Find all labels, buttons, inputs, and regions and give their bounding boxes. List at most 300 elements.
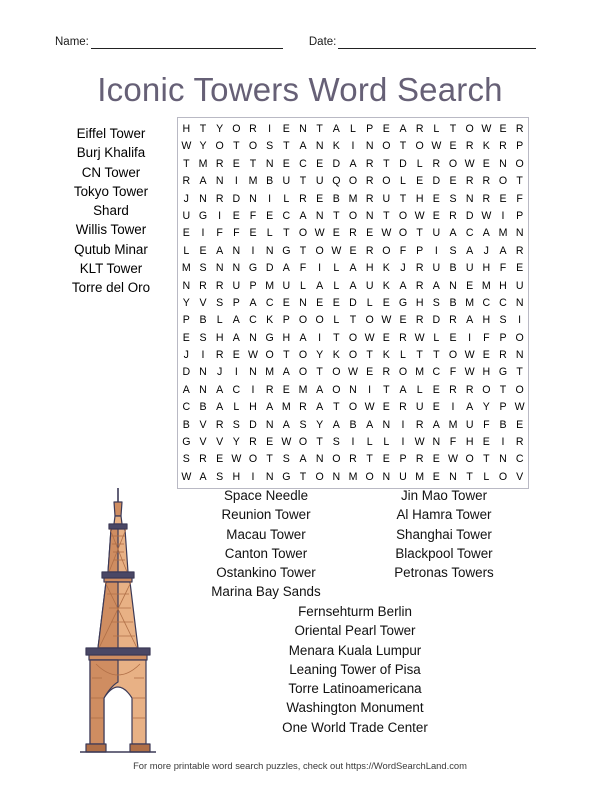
grid-cell[interactable]: L [183,244,190,257]
grid-cell[interactable]: V [516,470,524,483]
grid-cell[interactable]: R [365,157,374,170]
grid-cell[interactable]: C [299,157,307,170]
grid-cell[interactable]: A [399,279,407,292]
grid-cell[interactable]: T [399,140,407,153]
grid-cell[interactable]: R [482,175,491,188]
grid-cell[interactable]: F [449,436,457,449]
grid-cell[interactable]: E [282,157,290,170]
grid-cell[interactable]: O [498,470,508,483]
grid-cell[interactable]: O [298,349,308,362]
grid-cell[interactable]: L [366,296,373,309]
grid-cell[interactable]: A [299,331,307,344]
grid-cell[interactable]: N [432,436,441,449]
grid-cell[interactable]: T [233,140,240,153]
grid-cell[interactable]: P [182,314,190,327]
grid-cell[interactable]: H [482,366,491,379]
grid-cell[interactable]: H [482,262,491,275]
grid-cell[interactable]: F [499,262,507,275]
grid-cell[interactable]: A [182,383,190,396]
grid-cell[interactable]: A [266,401,274,414]
grid-cell[interactable]: A [199,470,207,483]
grid-cell[interactable]: O [298,436,308,449]
grid-cell[interactable]: W [464,349,475,362]
grid-cell[interactable]: T [299,175,307,188]
grid-cell[interactable]: A [282,366,290,379]
grid-cell[interactable]: A [399,123,407,135]
grid-cell[interactable]: G [248,262,258,275]
grid-cell[interactable]: W [231,453,242,466]
grid-cell[interactable]: A [316,401,324,414]
grid-cell[interactable]: J [183,349,189,362]
grid-cell[interactable]: S [299,418,307,431]
grid-cell[interactable]: A [299,209,307,222]
grid-cell[interactable]: N [499,453,507,466]
grid-cell[interactable]: Y [482,401,490,414]
grid-cell[interactable]: F [483,331,490,344]
grid-cell[interactable]: P [249,279,257,292]
grid-cell[interactable]: A [466,401,474,414]
grid-cell[interactable]: J [183,192,189,205]
grid-cell[interactable]: R [415,279,424,292]
grid-cell[interactable]: T [333,331,340,344]
grid-cell[interactable]: O [298,366,308,379]
grid-cell[interactable]: V [199,296,207,309]
grid-cell[interactable]: O [332,383,341,396]
grid-cell[interactable]: W [414,436,425,449]
grid-cell[interactable]: N [499,157,507,170]
grid-cell[interactable]: R [515,123,524,135]
grid-cell[interactable]: E [382,331,390,344]
grid-cell[interactable]: K [266,314,274,327]
grid-cell[interactable]: J [483,244,489,257]
grid-cell[interactable]: N [449,470,457,483]
grid-cell[interactable]: U [282,279,291,292]
grid-cell[interactable]: O [348,349,358,362]
grid-cell[interactable]: I [501,436,505,449]
grid-cell[interactable]: R [199,453,207,466]
grid-cell[interactable]: A [449,227,457,240]
grid-cell[interactable]: L [283,192,290,205]
grid-cell[interactable]: A [432,418,440,431]
grid-cell[interactable]: L [350,123,356,135]
grid-cell[interactable]: C [515,453,524,466]
grid-cell[interactable]: O [465,123,474,135]
grid-cell[interactable]: S [232,418,240,431]
grid-cell[interactable]: M [465,296,475,309]
grid-cell[interactable]: U [432,262,441,275]
grid-cell[interactable]: E [199,244,207,257]
grid-cell[interactable]: R [415,262,424,275]
grid-cell[interactable]: N [232,244,241,257]
grid-cell[interactable]: R [415,123,424,135]
grid-cell[interactable]: R [449,209,457,222]
grid-cell[interactable]: N [182,279,191,292]
grid-cell[interactable]: E [516,418,524,431]
grid-cell[interactable]: E [449,175,457,188]
grid-cell[interactable]: N [515,296,524,309]
grid-cell[interactable]: C [182,401,191,414]
grid-cell[interactable]: N [215,175,224,188]
grid-cell[interactable]: E [316,296,324,309]
grid-cell[interactable]: L [416,383,423,396]
grid-cell[interactable]: S [216,470,224,483]
grid-cell[interactable]: E [482,157,490,170]
grid-cell[interactable]: B [182,418,190,431]
grid-cell[interactable]: L [483,470,490,483]
grid-cell[interactable]: R [199,279,207,292]
grid-cell[interactable]: E [499,192,507,205]
grid-cell[interactable]: T [316,123,323,135]
grid-cell[interactable]: E [316,157,324,170]
grid-cell[interactable]: W [347,366,358,379]
grid-cell[interactable]: A [216,244,224,257]
grid-cell[interactable]: E [332,296,340,309]
grid-cell[interactable]: Y [316,349,324,362]
grid-cell[interactable]: G [282,244,291,257]
grid-cell[interactable]: H [282,331,291,344]
grid-cell[interactable]: T [283,227,290,240]
grid-cell[interactable]: O [298,314,308,327]
grid-cell[interactable]: K [382,349,390,362]
grid-cell[interactable]: E [349,244,357,257]
grid-cell[interactable]: W [381,314,392,327]
grid-cell[interactable]: I [251,244,255,257]
grid-cell[interactable]: O [398,366,408,379]
grid-cell[interactable]: E [382,401,390,414]
grid-cell[interactable]: O [248,453,258,466]
grid-cell[interactable]: W [331,244,342,257]
grid-cell[interactable]: E [182,227,190,240]
grid-cell[interactable]: J [217,366,223,379]
grid-cell[interactable]: P [516,140,524,153]
grid-cell[interactable]: Y [199,140,207,153]
grid-cell[interactable]: I [201,227,205,240]
grid-cell[interactable]: P [366,123,374,135]
grid-cell[interactable]: A [432,279,440,292]
grid-cell[interactable]: T [399,192,407,205]
grid-cell[interactable]: N [299,123,307,135]
grid-cell[interactable]: I [351,140,355,153]
grid-cell[interactable]: T [316,436,323,449]
grid-cell[interactable]: C [465,227,474,240]
grid-cell[interactable]: I [268,192,272,205]
grid-cell[interactable]: E [432,192,440,205]
grid-cell[interactable]: C [232,383,241,396]
grid-cell[interactable]: W [514,401,525,414]
grid-cell[interactable]: M [198,157,208,170]
grid-cell[interactable]: E [432,470,440,483]
grid-cell[interactable]: C [249,314,257,327]
grid-cell[interactable]: T [366,349,373,362]
grid-cell[interactable]: L [383,436,390,449]
grid-cell[interactable]: B [499,418,507,431]
grid-cell[interactable]: C [282,209,291,222]
grid-cell[interactable]: E [249,227,257,240]
grid-cell[interactable]: H [182,123,191,135]
grid-cell[interactable]: R [215,279,224,292]
grid-cell[interactable]: F [216,227,223,240]
grid-cell[interactable]: T [299,244,307,257]
grid-cell[interactable]: R [365,244,374,257]
grid-cell[interactable]: D [232,192,241,205]
grid-cell[interactable]: Y [216,123,224,135]
grid-cell[interactable]: I [201,349,205,362]
date-field[interactable] [309,36,537,49]
grid-cell[interactable]: R [399,331,407,344]
grid-cell[interactable]: T [183,157,190,170]
grid-cell[interactable]: I [318,331,322,344]
grid-cell[interactable]: E [432,453,440,466]
grid-cell[interactable]: C [499,296,507,309]
grid-cell[interactable]: M [248,175,258,188]
grid-cell[interactable]: O [515,157,524,170]
grid-cell[interactable]: P [399,453,407,466]
grid-cell[interactable]: W [464,157,475,170]
grid-cell[interactable]: L [433,331,440,344]
grid-cell[interactable]: G [282,470,291,483]
grid-cell[interactable]: W [364,331,375,344]
grid-cell[interactable]: E [232,209,240,222]
grid-cell[interactable]: T [416,349,423,362]
grid-cell[interactable]: U [515,279,524,292]
grid-cell[interactable]: E [382,296,390,309]
grid-cell[interactable]: T [516,175,523,188]
name-write-line[interactable] [91,37,283,49]
grid-cell[interactable]: D [182,366,191,379]
grid-cell[interactable]: A [232,331,240,344]
grid-cell[interactable]: R [449,314,457,327]
grid-cell[interactable]: O [348,401,358,414]
grid-cell[interactable]: O [215,140,224,153]
grid-cell[interactable]: T [383,383,390,396]
grid-cell[interactable]: S [332,436,340,449]
grid-cell[interactable]: L [233,401,240,414]
grid-cell[interactable]: T [199,123,207,135]
grid-cell[interactable]: A [399,383,407,396]
grid-cell[interactable]: O [248,140,258,153]
grid-cell[interactable]: O [382,175,391,188]
grid-cell[interactable]: O [465,453,474,466]
grid-cell[interactable]: R [349,227,357,240]
grid-cell[interactable]: J [400,262,406,275]
grid-cell[interactable]: R [249,436,257,449]
grid-cell[interactable]: N [449,279,457,292]
grid-cell[interactable]: C [432,366,441,379]
grid-cell[interactable]: F [516,192,523,205]
grid-cell[interactable]: B [449,296,457,309]
grid-cell[interactable]: B [266,175,274,188]
grid-cell[interactable]: R [499,349,507,362]
grid-cell[interactable]: U [415,401,424,414]
grid-cell[interactable]: M [298,383,308,396]
grid-cell[interactable]: A [216,401,224,414]
grid-cell[interactable]: P [516,209,524,222]
grid-cell[interactable]: W [447,453,458,466]
grid-cell[interactable]: M [265,279,275,292]
grid-cell[interactable]: A [332,418,340,431]
grid-cell[interactable]: A [349,262,357,275]
word-search-grid[interactable] [177,117,529,489]
grid-cell[interactable]: A [466,244,474,257]
grid-cell[interactable]: D [432,175,441,188]
grid-cell[interactable]: B [332,192,340,205]
grid-cell[interactable]: O [232,123,241,135]
grid-cell[interactable]: O [365,470,374,483]
grid-cell[interactable]: E [499,123,507,135]
grid-cell[interactable]: N [215,262,224,275]
grid-cell[interactable]: E [466,279,474,292]
grid-cell[interactable]: R [449,383,457,396]
grid-cell[interactable]: L [416,157,423,170]
grid-cell[interactable]: G [498,366,508,379]
grid-cell[interactable]: S [266,140,274,153]
grid-cell[interactable]: O [298,227,308,240]
grid-cell[interactable]: R [382,366,391,379]
grid-cell[interactable]: R [299,401,307,414]
grid-cell[interactable]: R [299,192,307,205]
grid-cell[interactable]: T [316,366,323,379]
grid-cell[interactable]: G [265,331,274,344]
grid-cell[interactable]: P [282,314,290,327]
grid-cell[interactable]: I [318,262,322,275]
grid-cell[interactable]: A [332,123,340,135]
grid-cell[interactable]: E [266,209,274,222]
grid-cell[interactable]: H [249,401,257,414]
grid-cell[interactable]: D [332,157,341,170]
grid-cell[interactable]: A [199,175,207,188]
date-write-line[interactable] [338,37,536,49]
grid-cell[interactable]: O [448,157,458,170]
grid-cell[interactable]: N [349,383,357,396]
grid-cell[interactable]: R [515,244,524,257]
grid-cell[interactable]: N [382,470,391,483]
grid-cell[interactable]: S [199,262,207,275]
grid-cell[interactable]: U [232,279,241,292]
grid-cell[interactable]: H [415,296,424,309]
grid-cell[interactable]: U [382,192,391,205]
grid-cell[interactable]: R [215,157,224,170]
grid-cell[interactable]: H [365,262,374,275]
grid-cell[interactable]: T [383,209,390,222]
grid-cell[interactable]: U [399,470,407,483]
grid-cell[interactable]: T [283,349,290,362]
grid-cell[interactable]: L [266,227,273,240]
grid-cell[interactable]: N [199,383,207,396]
grid-cell[interactable]: M [348,192,358,205]
grid-cell[interactable]: T [433,349,440,362]
grid-cell[interactable]: S [432,296,440,309]
grid-cell[interactable]: I [368,383,372,396]
grid-cell[interactable]: A [282,262,290,275]
grid-cell[interactable]: A [299,453,307,466]
grid-cell[interactable]: T [266,453,273,466]
grid-cell[interactable]: R [515,436,524,449]
grid-cell[interactable]: D [432,314,441,327]
grid-cell[interactable]: W [381,227,392,240]
grid-cell[interactable]: N [315,209,324,222]
grid-cell[interactable]: O [315,314,324,327]
grid-cell[interactable]: O [415,140,424,153]
grid-cell[interactable]: G [198,209,208,222]
grid-cell[interactable]: Y [182,296,190,309]
grid-cell[interactable]: M [415,366,425,379]
grid-cell[interactable]: E [316,192,324,205]
grid-cell[interactable]: O [382,244,391,257]
grid-cell[interactable]: K [332,349,340,362]
grid-cell[interactable]: E [432,209,440,222]
grid-cell[interactable]: C [482,296,491,309]
grid-cell[interactable]: N [365,140,374,153]
grid-cell[interactable]: I [401,418,405,431]
grid-cell[interactable]: T [449,123,457,135]
grid-cell[interactable]: T [499,383,507,396]
grid-cell[interactable]: W [247,349,258,362]
grid-cell[interactable]: E [516,262,524,275]
grid-cell[interactable]: R [415,418,424,431]
grid-cell[interactable]: W [181,140,192,153]
grid-cell[interactable]: M [415,470,425,483]
grid-cell[interactable]: I [234,175,238,188]
grid-cell[interactable]: T [349,314,357,327]
grid-cell[interactable]: R [482,192,491,205]
grid-cell[interactable]: N [265,157,274,170]
grid-cell[interactable]: E [366,366,374,379]
grid-cell[interactable]: M [481,279,491,292]
grid-cell[interactable]: L [333,314,340,327]
grid-cell[interactable]: R [365,192,374,205]
grid-cell[interactable]: V [199,418,207,431]
grid-cell[interactable]: D [249,418,257,431]
grid-cell[interactable]: O [398,227,408,240]
grid-cell[interactable]: D [399,157,407,170]
grid-cell[interactable]: O [332,453,341,466]
grid-cell[interactable]: M [348,470,358,483]
grid-cell[interactable]: E [382,123,390,135]
grid-cell[interactable]: I [251,470,255,483]
grid-cell[interactable]: V [199,436,207,449]
grid-cell[interactable]: D [465,209,474,222]
grid-cell[interactable]: I [268,123,272,135]
grid-cell[interactable]: D [349,296,357,309]
grid-cell[interactable]: U [315,175,324,188]
grid-cell[interactable]: W [464,366,475,379]
grid-cell[interactable]: L [300,279,306,292]
grid-cell[interactable]: R [215,192,224,205]
grid-cell[interactable]: L [216,314,223,327]
grid-cell[interactable]: B [449,262,457,275]
grid-cell[interactable]: O [315,470,324,483]
grid-cell[interactable]: K [382,279,390,292]
grid-cell[interactable]: S [449,244,457,257]
grid-cell[interactable]: E [482,349,490,362]
grid-cell[interactable]: W [481,123,492,135]
grid-cell[interactable]: L [333,262,340,275]
grid-cell[interactable]: N [265,418,274,431]
grid-cell[interactable]: O [315,244,324,257]
grid-cell[interactable]: E [399,314,407,327]
grid-cells[interactable] [178,121,528,486]
grid-cell[interactable]: K [382,262,390,275]
grid-cell[interactable]: I [468,331,472,344]
grid-cell[interactable]: T [299,470,307,483]
grid-cell[interactable]: E [232,349,240,362]
grid-cell[interactable]: E [216,453,224,466]
grid-cell[interactable]: E [382,453,390,466]
grid-cell[interactable]: R [465,175,474,188]
grid-cell[interactable]: S [449,192,457,205]
grid-cell[interactable]: T [483,453,490,466]
grid-cell[interactable]: W [181,470,192,483]
